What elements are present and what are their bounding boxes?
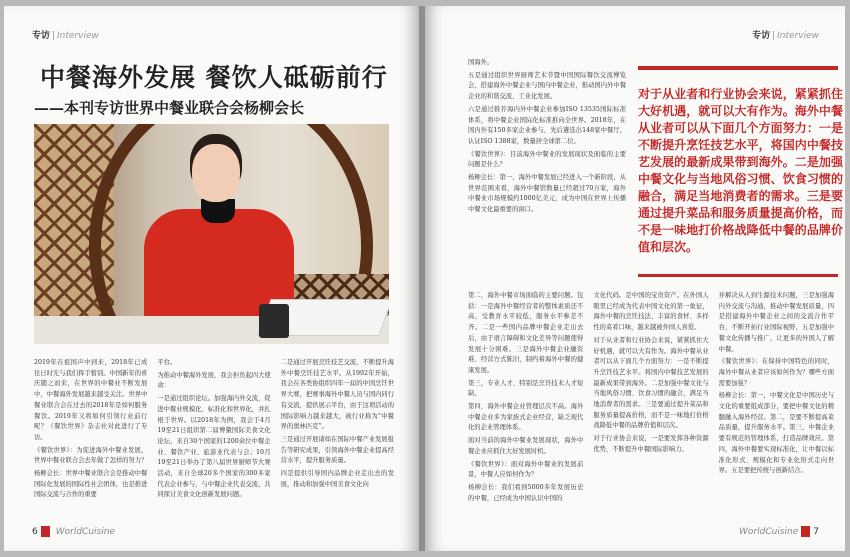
right-upper-column <box>468 58 626 303</box>
left-column-3 <box>281 358 394 523</box>
right-lower-column-2 <box>593 291 708 523</box>
section-label-en: Interview <box>57 31 99 41</box>
right-lower-column-3 <box>719 291 834 523</box>
paragraph: 《餐饮世界》：在保持中国特色的同时，海外中餐从业者应该如何作为？哪些方面需要加强？ <box>718 358 834 387</box>
paragraph: 一是通过组织论坛。加强海内外交流，促进中餐业规模化、标准化和世界化，并扎根于世界。以2018年为例，我会于4月19至21日组织第二届博鳌国际美食文化论坛，来自30个国家的1200余位中餐企业、餐饮产业、旅游业代表与会；10月19至21日举办了第八届世界厨师节大赛活动，来自全球20多个国家的300多家代表企业参与，与中餐企业代表交流，共同探讨美食文化创新发展问题。 <box>157 395 271 499</box>
right-page <box>425 6 845 551</box>
photo-cup <box>259 304 289 338</box>
magazine-brand: WorldCuisine <box>55 527 115 537</box>
paragraph: 2019年在祖国声中到来，2018年已成往日时光与我们挥手暂别。中国新年的喜庆随之而来，在世界的中餐业不断发展中，中餐海外发展越来越受关注。世界中餐业联合会在过去的2018年是如何服务餐饮。2019年又将如何引领行业前行呢？《餐饮世界》杂志社对此进行了专访。 <box>34 359 148 441</box>
right-lower-columns <box>468 291 834 523</box>
paragraph: 文化代码。是中国的宝贵资产。在外国人眼里已经成为代表中国文化的第一象征，海外中餐的烹饪技法、丰富的食材、多样性的菜肴口味，越来越被外国人喜爱。 <box>593 292 709 332</box>
section-header <box>752 28 819 41</box>
right-column-1 <box>468 58 626 303</box>
pull-quote-rule-bottom <box>638 274 838 277</box>
paragraph: 国海外。 <box>468 59 494 66</box>
paragraph: 为推动中餐海外发展，我会担负起四大使命： <box>157 371 271 390</box>
paragraph: 《餐饮世界》：为促进海外中餐业发展，世界中餐业联合会去年做了怎样的努力？ <box>34 446 148 465</box>
paragraph: 对于行业协会来说，一是要发挥各种资源优势，不断提升中餐国际影响力。 <box>593 435 709 453</box>
folio-mark <box>41 526 50 537</box>
paragraph: 面对当前的海外中餐业发展现状，海外中餐企业应抓住大好发展时机。 <box>468 437 584 455</box>
paragraph: 第二，海外中餐市场面临的主要问题。包括：一是海外中餐经营者的整体素质还不高，受教育水平较低，服务水平参差不齐。二是一些国内品牌中餐企业走出去后，由于语言障碍和文化差异等问题使得发展十分困难。三是海外中餐企业融资难、经营方式陈旧，制约着海外中餐的健康发展。 <box>468 292 584 374</box>
paragraph: 《餐饮世界》：目前海外中餐业的发展现状及面临的主要问题是什么？ <box>468 150 626 169</box>
page-number: 7 <box>813 527 819 537</box>
paragraph: 杨柳会长：世界中餐业联合会是推动中餐国际化发展的国际性社会团体，也是推进国际交流与合作的重要 <box>34 470 148 499</box>
paragraph: 平台。 <box>157 359 177 366</box>
paragraph: 杨柳会长：第一，中餐文化是中国历史与文化的重要组成部分，要把中餐文化的精髓融入海外经营。第二，是要不断提高菜品质量，提升服务水平。第三，中餐企业要有规范的管理体系，打造品牌效应。第四，海外中餐要实现标准化，让中餐以标准化形式、规模化和专业化形式走向世界。五是要把传统与创新结合。 <box>718 392 834 475</box>
paragraph: 四是提供引导国内品牌企业走出去的发展，推动和加强中国美食文化向 <box>280 470 394 488</box>
divider <box>773 31 774 40</box>
page-number: 6 <box>32 527 38 537</box>
left-body-columns <box>34 358 394 523</box>
article-title: 中餐海外发展 餐饮人砥砺前行 <box>40 63 388 92</box>
article-subtitle: ——本刊专访世界中餐业联合会杨柳会长 <box>34 99 305 117</box>
pull-quote: 对于从业者和行业协会来说，紧紧抓住大好机遇，就可以大有作为。海外中餐从业者可以从下面几个方面努力：一是不断提升烹饪技艺水平，将国内中餐技艺发展的最新成果带到海外。二是加强中餐文化与当地风俗习惯、饮食习惯的融合，满足当地消费者的需求。三是要通过提升菜品和服务质量提高价格，而不是一味地打价格战降低中餐的品牌价值和层次。 <box>638 87 843 254</box>
magazine-brand: WorldCuisine <box>739 527 799 537</box>
paragraph: 三是通过开展诸如在国际中餐产业发展报告等研究成果，引领海外中餐企业提高经营水平，提升服务质量。 <box>280 435 394 465</box>
pull-quote-rule-top <box>638 66 838 70</box>
paragraph: 杨柳会长：我们看到5000多年发展历史的中餐，已经成为中国认识中国的 <box>468 483 584 502</box>
paragraph: 二是通过开展烹饪技艺交流，不断提升海外中餐烹饪技艺水平。从1992年开始，我会在各类协组织四年一届的中国烹饪世界大赛，把赛事海外中餐人员与国内同行有交流，提供展示平台，由于这项活动的国际影响力越来越大，被行业称为“中餐界的奥林匹克”。 <box>280 359 394 431</box>
section-label-en: Interview <box>777 31 819 41</box>
paragraph: 《餐饮世界》：面对海外中餐业的发展前景，中餐人应如何作为？ <box>468 460 584 479</box>
photo-collar <box>201 199 235 223</box>
left-page <box>4 6 419 551</box>
section-header <box>32 28 99 41</box>
paragraph: 对于从业者和行业协会来说，紧紧抓住大好机遇，就可以大有作为。海外中餐从业者可以从下面几个方面努力：一是不断提升烹饪技艺水平。将国内中餐技艺发展的最新成果带到海外。二是加强中餐文化与当地风俗习惯、饮食习惯的融合，满足当地消费者的需求。三是要通过提升菜品和服务质量提高价格，而不是一味地打价格战降低中餐的品牌价值和层次。 <box>593 336 709 430</box>
paragraph: 第四，海外中餐企业管理层次不高。海外中餐企业多为家族式企业经营，缺乏现代化的企业管理体系。 <box>468 403 584 432</box>
interview-photo <box>34 124 389 344</box>
left-column-2 <box>157 358 270 523</box>
right-lower-column-1 <box>468 291 583 523</box>
left-column-1 <box>34 358 147 523</box>
paragraph: 杨柳会长：第一，海外中餐发展已经进入一个新阶段，从世界范围来看，海外中餐馆数量已经超过70万家，海外中餐业市场规模约1000亿美元，成为中国在世界上传播中餐文化最重要的窗口。 <box>468 174 626 214</box>
folio-mark <box>801 526 810 537</box>
paragraph: 五是通过组织世界厨师艺术节暨中国国际餐饮交流博览会，搭建海外中餐企业与国内中餐企业，推动国内外中餐企业的和谐交流、工业化发展。 <box>468 71 626 101</box>
paragraph: 六是通过推荐海内外中餐企业参加ISO 13535国际标准体系，将中餐企业国际化标准推向全世界。2018年，在国内外有150多家企业参与，先后遴选出148家中餐厅，认证ISO 1388家，数量居全球第二位。 <box>468 105 626 145</box>
paragraph: 并解决从人到生源技术问题，三是加强海内外交流与沟通，推动中餐发展质量，四是搭建海外中餐企业之间的交流合作平台，不断开拓行业国际视野，五是加强中餐文化传播与推广，让更多的外国人了解中餐。 <box>718 292 834 353</box>
page-folio-right <box>736 526 819 537</box>
divider <box>53 31 54 40</box>
paragraph: 第三，专业人才、特别是烹饪技术人才短缺。 <box>468 379 584 398</box>
section-label: 专访 <box>32 31 51 41</box>
section-label: 专访 <box>752 31 771 41</box>
page-folio-left <box>32 526 115 537</box>
photo-head <box>192 144 240 202</box>
